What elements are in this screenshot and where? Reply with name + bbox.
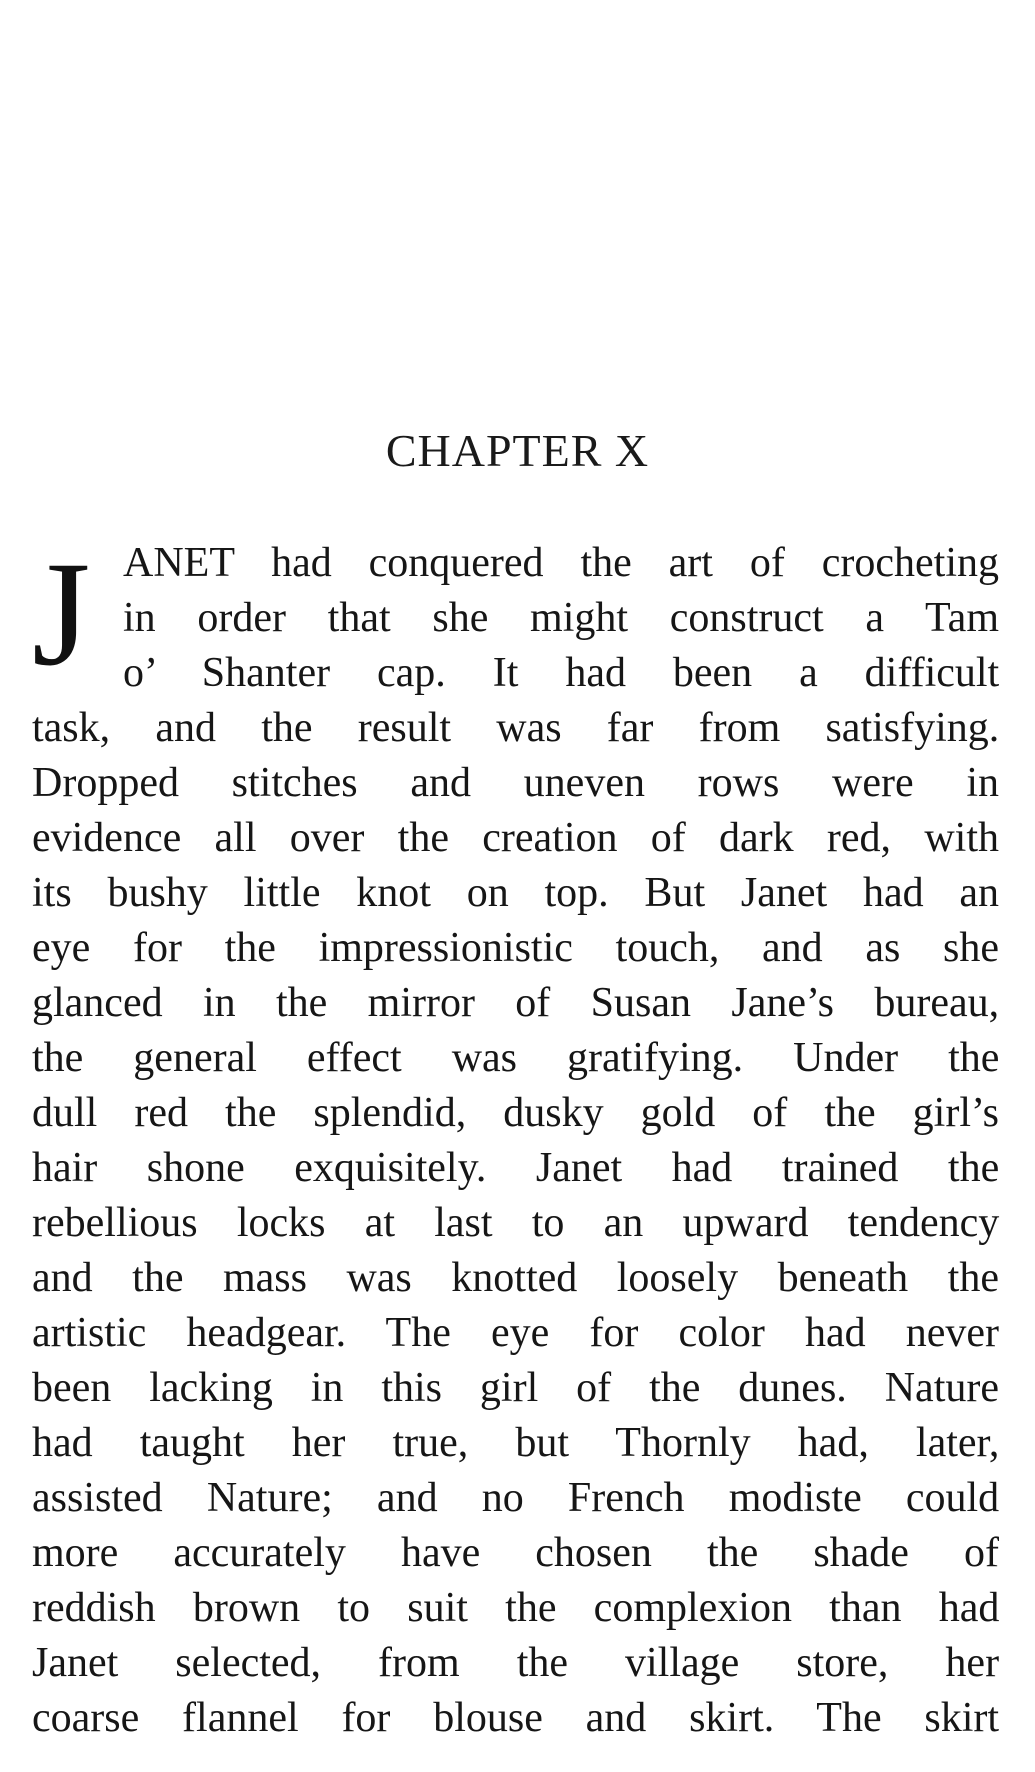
text-line: task, and the result was far from satisfying. xyxy=(32,705,1000,751)
text-line: more accurately have chosen the shade of xyxy=(32,1530,999,1576)
text-line: evidence all over the creation of dark red, with xyxy=(32,815,999,861)
text-line: hair shone exquisitely. Janet had trained the xyxy=(32,1145,1000,1191)
text-line: had taught her true, but Thornly had, later, xyxy=(32,1420,1000,1466)
text-line: dull red the splendid, dusky gold of the girl’s xyxy=(32,1090,999,1136)
text-line: Janet selected, from the village store, her xyxy=(32,1640,1000,1686)
text-line: the general effect was gratifying. Under the xyxy=(32,1035,1000,1081)
text-line: coarse flannel for blouse and skirt. The skirt xyxy=(32,1695,1000,1741)
text-line: been lacking in this girl of the dunes. Nature xyxy=(32,1365,999,1411)
text-line: in order that she might construct a Tam xyxy=(123,595,999,641)
text-line: and the mass was knotted loosely beneath the xyxy=(32,1255,999,1301)
text-line: ANET had conquered the art of crocheting xyxy=(123,540,999,586)
text-line: Dropped stitches and uneven rows were in xyxy=(32,760,999,806)
text-line: eye for the impressionistic touch, and as she xyxy=(32,925,999,971)
text-line: o’ Shanter cap. It had been a difficult xyxy=(123,650,1000,696)
chapter-heading: CHAPTER X xyxy=(385,425,650,476)
text-line: its bushy little knot on top. But Janet had an xyxy=(32,870,999,916)
text-line: glanced in the mirror of Susan Jane’s bureau, xyxy=(32,980,1000,1026)
text-line: assisted Nature; and no French modiste could xyxy=(32,1475,1000,1521)
text-line: artistic headgear. The eye for color had never xyxy=(32,1310,999,1356)
text-line: reddish brown to suit the complexion than had xyxy=(32,1585,1000,1631)
drop-cap: J xyxy=(32,531,91,697)
text-line: rebellious locks at last to an upward tendency xyxy=(32,1200,1000,1246)
